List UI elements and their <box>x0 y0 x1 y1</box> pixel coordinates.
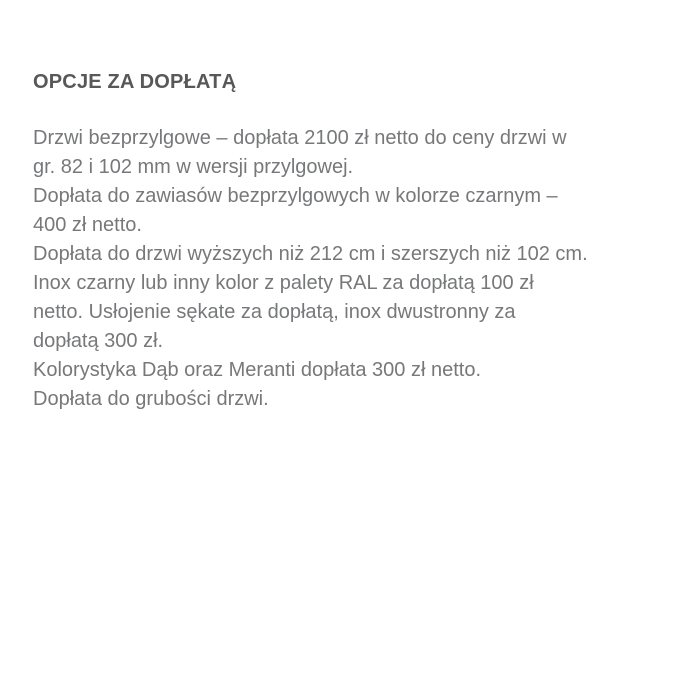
text-line: Dopłata do drzwi wyższych niż 212 cm i szerszych niż 102 cm. <box>33 243 588 265</box>
text-line: netto. Usłojenie sękate za dopłatą, inox dwustronny za <box>33 301 516 323</box>
text-line: dopłatą 300 zł. <box>33 330 164 352</box>
text-line: Kolorystyka Dąb oraz Meranti dopłata 300 zł netto. <box>33 359 482 381</box>
text-line: Dopłata do grubości drzwi. <box>33 388 269 410</box>
text-line: Dopłata do zawiasów bezprzylgowych w kolorze czarnym – <box>33 185 558 207</box>
section-title: OPCJE ZA DOPŁATĄ <box>33 71 237 93</box>
text-line: Drzwi bezprzylgowe – dopłata 2100 zł netto do ceny drzwi w <box>33 127 567 149</box>
body-text <box>33 124 653 414</box>
text-line: Inox czarny lub inny kolor z palety RAL za dopłatą 100 zł <box>33 272 534 294</box>
text-line: gr. 82 i 102 mm w wersji przylgowej. <box>33 156 354 178</box>
text-line: 400 zł netto. <box>33 214 142 236</box>
